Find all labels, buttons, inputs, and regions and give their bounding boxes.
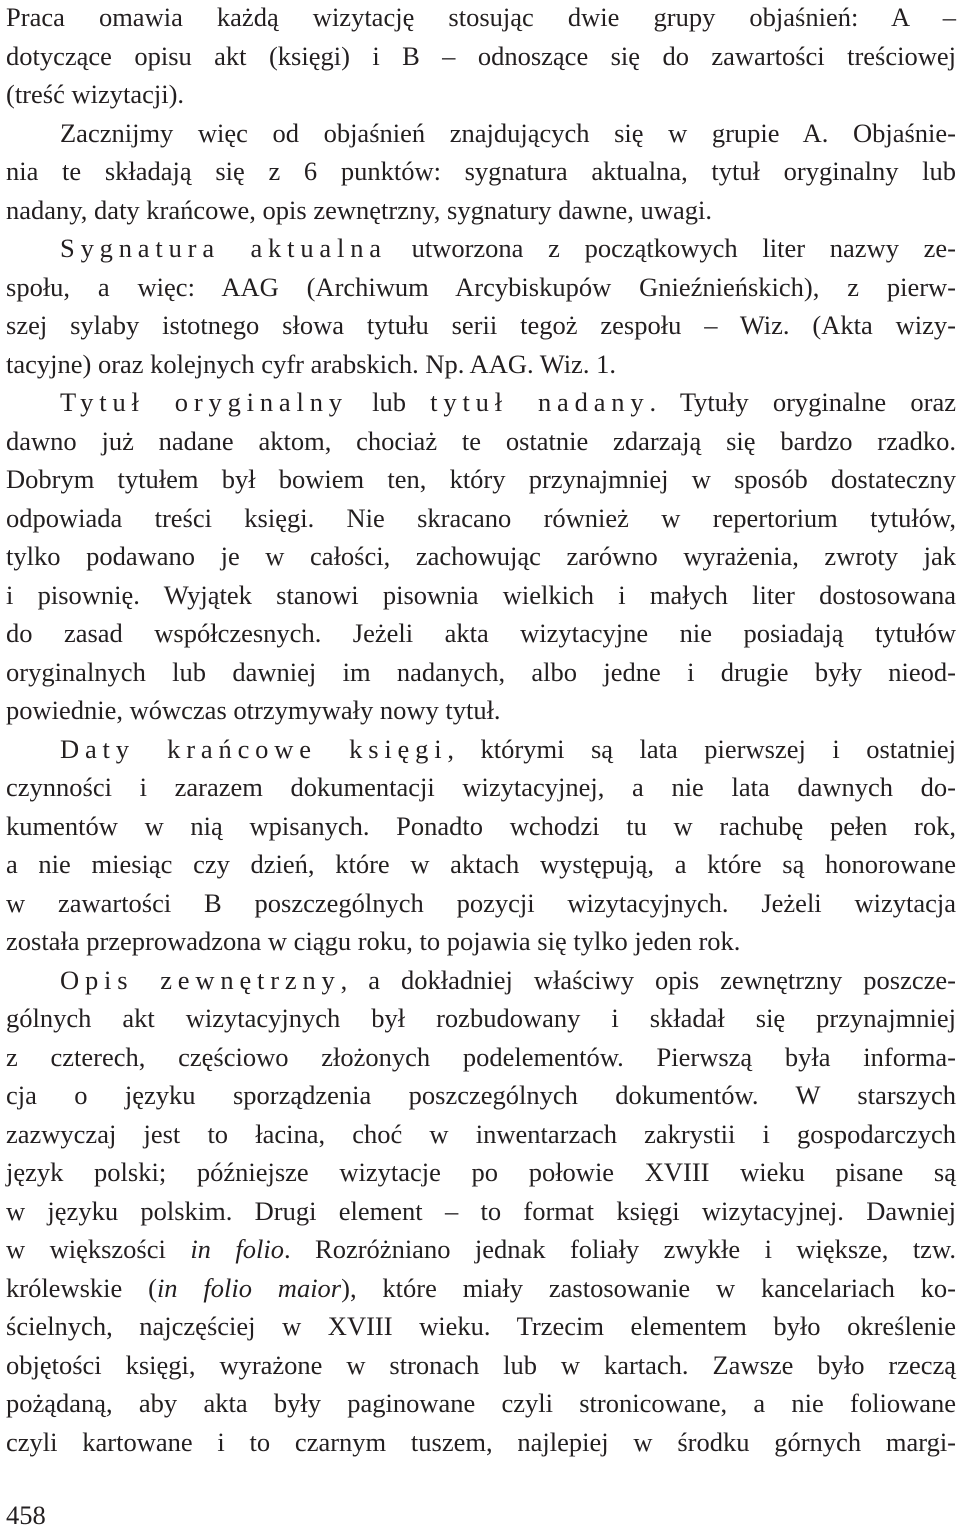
text-line: [6, 1346, 956, 1385]
text-run: dotyczące opisu akt (księgi) i B – odnoszące się do zawartości treściowej: [6, 40, 956, 71]
page-number: 458: [6, 1500, 46, 1530]
text-run: i pisownię. Wyjątek stanowi pisownia wielkich i małych liter dostosowana: [6, 579, 956, 610]
text-run: do zasad współczesnych. Jeżeli akta wizytacyjne nie posiadają tytułów: [6, 618, 956, 648]
text-run: , a dokładniej właściwy opis zewnętrzny poszcze-: [340, 964, 956, 995]
text-line: [6, 345, 956, 384]
text-line: [6, 1153, 956, 1192]
text-run: tylko podawano je w całości, zachowując zarówno wyrażenia, zwroty jak: [6, 541, 956, 571]
text-run: (treść wizytacji).: [6, 79, 185, 109]
text-line: [6, 999, 956, 1038]
text-run: język polski; późniejsze wizytacje po połowie XVIII wieku pisane są: [6, 1157, 956, 1187]
text-run: powiednie, wówczas otrzymywały nowy tytuł.: [6, 695, 501, 725]
text-line: [6, 1115, 956, 1154]
document-body: [6, 0, 956, 1461]
text-run: . Rozróżniano jednak foliały zwykłe i większe, tzw.: [283, 1234, 956, 1264]
spaced-term: Daty krańcowe księgi: [60, 733, 448, 764]
text-run: objętości księgi, wyrażone w stronach lub w kartach. Zawsze było rzeczą: [6, 1349, 956, 1380]
text-run: , którymi są lata pierwszej i ostatniej: [447, 733, 956, 764]
text-run: Praca omawia każdą wizytację stosując dwie grupy objaśnień: A –: [6, 2, 956, 32]
text-line: [6, 730, 956, 769]
spaced-term: Tytuł oryginalny: [60, 387, 348, 417]
text-line: [6, 499, 956, 538]
text-run: a nie miesiąc czy dzień, które w aktach występują, a które są honorowane: [6, 849, 956, 879]
text-run: kumentów w nią wpisanych. Ponadto wchodzi tu w rachubę pełen rok,: [6, 810, 956, 841]
italic-term: in folio: [190, 1234, 284, 1264]
text-line: [6, 229, 956, 268]
italic-term: in folio maior: [156, 1272, 342, 1303]
text-line: [6, 75, 956, 114]
text-run: dawno już nadane aktom, chociaż te ostatnie zdarzają się bardzo rzadko.: [6, 425, 956, 456]
text-line: [6, 845, 956, 884]
text-run: czynności i zarazem dokumentacji wizytacyjnej, a nie lata dawnych do-: [6, 772, 956, 802]
text-line: [6, 383, 956, 422]
text-run: Dobrym tytułem był bowiem ten, który przynajmniej w sposób dostateczny: [6, 464, 956, 494]
text-line: [6, 576, 956, 615]
text-run: tacyjne) oraz kolejnych cyfr arabskich. Np. AAG. Wiz. 1.: [6, 348, 616, 379]
text-line: [6, 1269, 956, 1308]
text-line: [6, 422, 956, 461]
text-run: w zawartości B poszczególnych pozycji wizytacyjnych. Jeżeli wizytacja: [6, 887, 956, 918]
text-line: [6, 1076, 956, 1115]
text-line: [6, 268, 956, 307]
text-line: [6, 37, 956, 76]
text-run: odpowiada treści księgi. Nie skracano również w repertorium tytułów,: [6, 502, 956, 533]
text-line: [6, 768, 956, 807]
text-run: została przeprowadzona w ciągu roku, to pojawia się tylko jeden rok.: [6, 926, 741, 956]
text-run: nia te składają się z 6 punktów: sygnatura aktualna, tytuł oryginalny lub: [6, 156, 956, 186]
text-line: [6, 691, 956, 730]
text-run: zazwyczaj jest to łacina, choć w inwentarzach zakrystii i gospodarczych: [6, 1118, 956, 1149]
text-run: ścielnych, najczęściej w XVIII wieku. Trzecim elementem było określenie: [6, 1311, 956, 1341]
text-line: [6, 1230, 956, 1269]
text-run: utworzona z początkowych liter nazwy ze-: [386, 233, 957, 263]
text-line: [6, 1423, 956, 1462]
text-run: ), które miały zastosowanie w kancelariach ko-: [341, 1272, 956, 1303]
text-line: [6, 460, 956, 499]
spaced-term: Sygnatura aktualna: [60, 233, 387, 263]
text-line: [6, 1038, 956, 1077]
text-run: w języku polskim. Drugi element – to format księgi wizytacyjnej. Dawniej: [6, 1195, 956, 1226]
text-run: pożądaną, aby akta były paginowane czyli stronicowane, a nie foliowane: [6, 1388, 956, 1418]
text-run: społu, a więc: AAG (Archiwum Arcybiskupów Gnieźnieńskich), z pierw-: [6, 271, 956, 302]
text-run: szej sylaby istotnego słowa tytułu serii tegoż zespołu – Wiz. (Akta wizy-: [6, 310, 956, 340]
text-line: [6, 614, 956, 653]
text-run: z czterech, częściowo złożonych podelementów. Pierwszą była informa-: [6, 1041, 956, 1072]
text-line: [6, 0, 956, 37]
text-run: królewskie (: [6, 1272, 157, 1303]
text-run: . Tytuły oryginalne oraz: [649, 387, 956, 417]
text-line: [6, 114, 956, 153]
text-run: w większości: [6, 1234, 191, 1264]
text-run: gólnych akt wizytacyjnych był rozbudowany i składał się przynajmniej: [6, 1003, 956, 1033]
text-line: [6, 1192, 956, 1231]
text-line: [6, 306, 956, 345]
text-line: [6, 653, 956, 692]
text-line: [6, 807, 956, 846]
text-line: [6, 191, 956, 230]
text-line: [6, 884, 956, 923]
text-run: nadany, daty krańcowe, opis zewnętrzny, sygnatury dawne, uwagi.: [6, 194, 712, 225]
text-line: [6, 1384, 956, 1423]
text-run: lub: [347, 387, 431, 417]
text-line: [6, 961, 956, 1000]
text-run: oryginalnych lub dawniej im nadanych, albo jedne i drugie były nieod-: [6, 656, 956, 687]
text-run: Zacznijmy więc od objaśnień znajdujących się w grupie A. Objaśnie-: [60, 117, 956, 148]
text-run: cja o języku sporządzenia poszczególnych dokumentów. W starszych: [6, 1080, 956, 1110]
text-line: [6, 152, 956, 191]
spaced-term: tytuł nadany: [430, 387, 650, 417]
text-line: [6, 537, 956, 576]
spaced-term: Opis zewnętrzny: [60, 964, 341, 995]
text-line: [6, 922, 956, 961]
text-line: [6, 1307, 956, 1346]
text-run: czyli kartowane i to czarnym tuszem, najlepiej w środku górnych margi-: [6, 1426, 956, 1457]
